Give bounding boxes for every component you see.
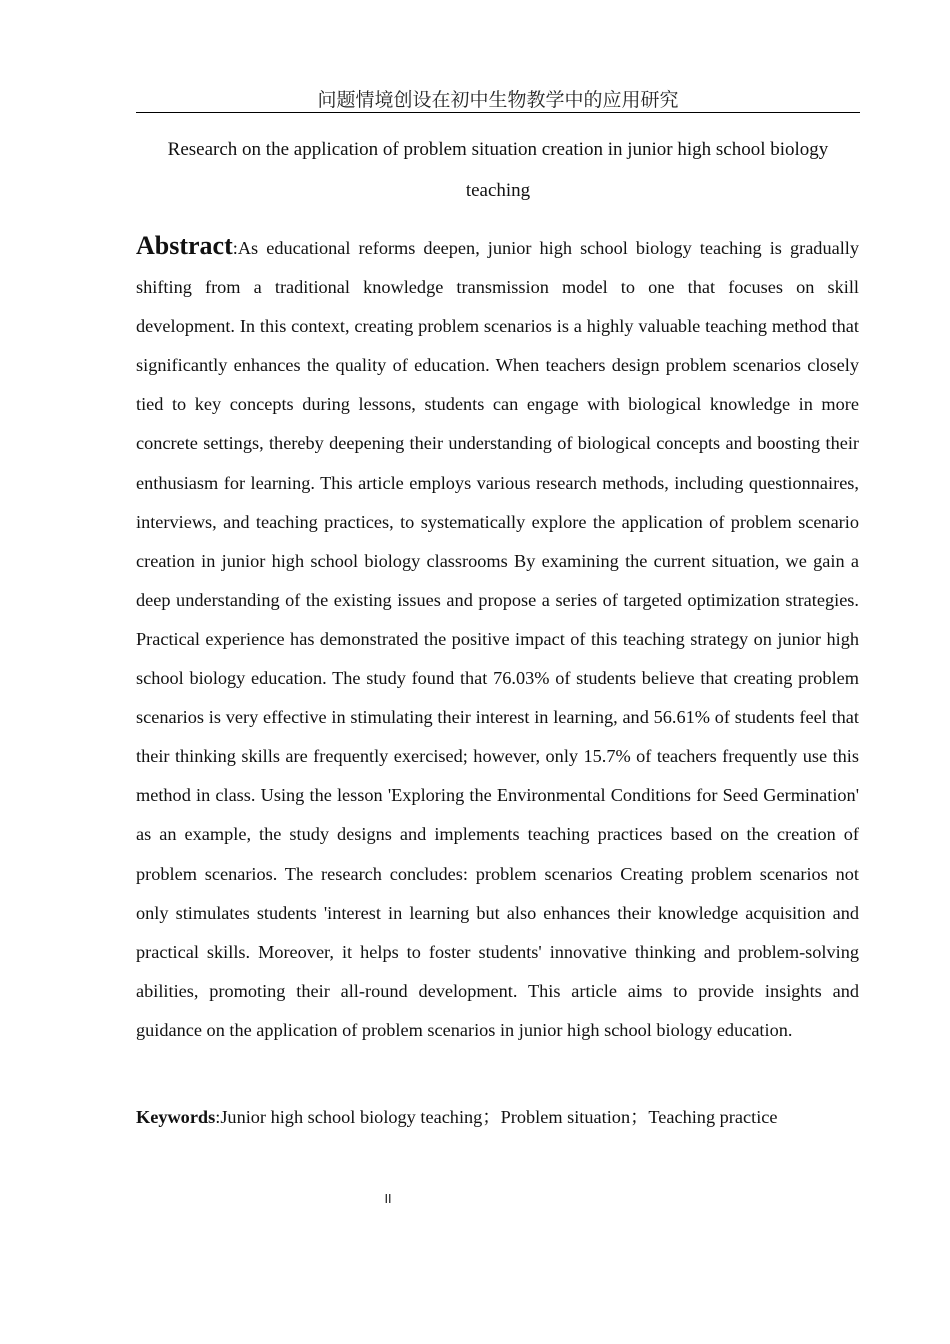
- keywords-text: Junior high school biology teaching；Problem situation；Teaching practice: [220, 1107, 778, 1127]
- keywords-separator: :: [215, 1107, 221, 1127]
- abstract-label: Abstract: [136, 231, 233, 260]
- abstract-separator: :: [232, 238, 238, 258]
- abstract-text: As educational reforms deepen, junior high school biology teaching is gradually shifting from a traditional knowledge transmission model to one that focuses on skill development. In this context, creating problem scenarios is a highly valuable teaching method that significantly enhances the quality of education. When teachers design problem scenarios closely tied to key concepts during lessons, students can engage with biological knowledge in more concrete settings, thereby deepening their understanding of biological concepts and boosting their enthusiasm for learning. This article employs various research methods, including questionnaires, interviews, and teaching practices, to systematically explore the application of problem scenario creation in junior high school biology classrooms By examining the current situation, we gain a deep understanding of the existing issues and propose a series of targeted optimization strategies. Practical experience has demonstrated the positive impact of this teaching strategy on junior high school biology education. The study found that 76.03% of students believe that creating problem scenarios is very effective in stimulating their interest in learning, and 56.61% of students feel that their thinking skills are frequently exercised; however, only 15.7% of teachers frequently use this method in class. Using the lesson 'Exploring the Environmental Conditions for Seed Germination' as an example, the study designs and implements teaching practices based on the creation of problem scenarios. The research concludes: problem scenarios Creating problem scenarios not only stimulates students 'interest in learning but also enhances their knowledge acquisition and practical skills. Moreover, it helps to foster students' innovative thinking and problem-solving abilities, promoting their all-round development. This article aims to provide insights and guidance on the application of problem scenarios in junior high school biology education.: [136, 238, 859, 1040]
- abstract-paragraph: [136, 226, 859, 1050]
- running-header: 问题情境创设在初中生物教学中的应用研究: [136, 89, 860, 113]
- keywords-line: [136, 1098, 860, 1137]
- keywords-label: Keywords: [136, 1107, 216, 1127]
- english-title: Research on the application of problem situation creation in junior high school biology teaching: [167, 139, 829, 201]
- page-number: II: [384, 1192, 392, 1206]
